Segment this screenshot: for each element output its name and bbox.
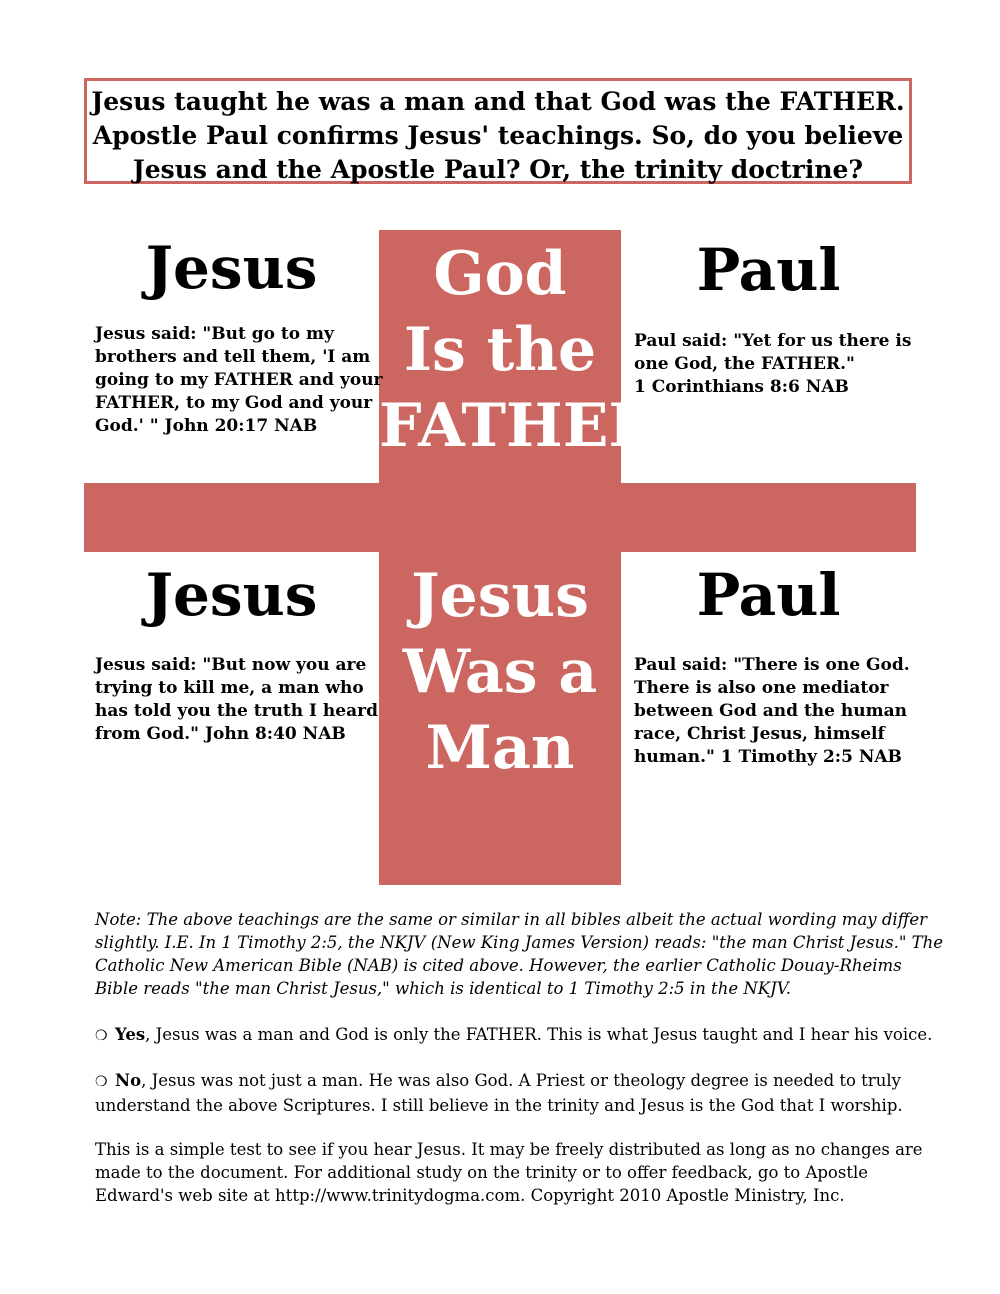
footer-line: made to the document. For additional study on the trinity or to offer feedback, go to Apostle: [95, 1163, 869, 1182]
note-line: Bible reads "the man Christ Jesus," which is identical to 1 Timothy 2:5 in the NKJV.: [95, 979, 791, 998]
cross-top-line: Is the: [403, 315, 597, 385]
footer-line: This is a simple test to see if you hear Jesus. It may be freely distributed as long as no changes are: [95, 1140, 923, 1159]
option-no-label: No: [115, 1071, 142, 1090]
quote-jesus-john-20-17: [95, 323, 383, 438]
heading-paul-top: Paul: [696, 236, 841, 304]
cross-top-line: God: [433, 239, 567, 309]
radio-circle-icon[interactable]: ❍: [95, 1074, 108, 1090]
quote-jesus-john-8-40: [95, 654, 378, 746]
quote-line: Jesus said: "But now you are: [95, 655, 367, 675]
header-line: Apostle Paul confirms Jesus' teachings. So, do you believe: [92, 121, 904, 150]
heading-paul-bottom: Paul: [696, 561, 841, 629]
option-yes[interactable]: [95, 1023, 932, 1048]
heading-jesus-top: Jesus: [145, 234, 318, 302]
quote-line: race, Christ Jesus, himself: [634, 724, 885, 744]
quote-line: Jesus said: "But go to my: [95, 324, 334, 344]
cross-bottom-line: Was a: [402, 637, 598, 707]
header-box: [84, 78, 912, 184]
quote-paul-1-corinthians-8-6: [634, 330, 911, 399]
quote-line: one God, the FATHER.": [634, 354, 855, 374]
cross-horizontal-bar: [84, 483, 916, 552]
note-paragraph: [95, 908, 943, 1000]
note-line: slightly. I.E. In 1 Timothy 2:5, the NKJV (New King James Version) reads: "the man Christ Jesus." The: [95, 933, 944, 952]
option-yes-text: , Jesus was a man and God is only the FATHER. This is what Jesus taught and I hear his voice.: [145, 1025, 933, 1044]
cross-top-line: FATHER: [379, 391, 659, 461]
cross-bottom-text: [379, 558, 621, 786]
quote-line: God.' " John 20:17 NAB: [95, 416, 318, 436]
header-line: Jesus taught he was a man and that God was the FATHER.: [91, 87, 905, 116]
quote-line: from God." John 8:40 NAB: [95, 724, 346, 744]
option-no-text-continued: understand the above Scriptures. I still believe in the trinity and Jesus is the God that I worship.: [95, 1096, 903, 1115]
cross-bottom-line: Man: [425, 713, 575, 783]
cross-top-text: [379, 236, 659, 464]
quote-line: human." 1 Timothy 2:5 NAB: [634, 747, 902, 767]
quote-line: FATHER, to my God and your: [95, 393, 373, 413]
radio-circle-icon[interactable]: ❍: [95, 1028, 108, 1044]
footer-line: Edward's web site at http://www.trinitydogma.com. Copyright 2010 Apostle Ministry, Inc.: [95, 1186, 845, 1205]
quote-line: 1 Corinthians 8:6 NAB: [634, 377, 849, 397]
quote-line: trying to kill me, a man who: [95, 678, 364, 698]
quote-line: brothers and tell them, 'I am: [95, 347, 371, 367]
note-line: Catholic New American Bible (NAB) is cited above. However, the earlier Catholic Douay-Rheims: [95, 956, 902, 975]
quote-paul-1-timothy-2-5: [634, 654, 910, 769]
option-no-text: , Jesus was not just a man. He was also God. A Priest or theology degree is needed to truly: [141, 1071, 901, 1090]
footer-paragraph: [95, 1138, 923, 1207]
quote-line: Paul said: "There is one God.: [634, 655, 910, 675]
quote-line: has told you the truth I heard: [95, 701, 378, 721]
quote-line: going to my FATHER and your: [95, 370, 383, 390]
option-yes-label: Yes: [115, 1025, 146, 1044]
quote-line: between God and the human: [634, 701, 907, 721]
cross-bottom-line: Jesus: [411, 561, 589, 631]
heading-jesus-bottom: Jesus: [145, 561, 318, 629]
quote-line: There is also one mediator: [634, 678, 889, 698]
option-no[interactable]: [95, 1069, 903, 1117]
quote-line: Paul said: "Yet for us there is: [634, 331, 912, 351]
note-line: Note: The above teachings are the same or similar in all bibles albeit the actual wording may differ: [95, 910, 928, 929]
header-line: Jesus and the Apostle Paul? Or, the trinity doctrine?: [132, 155, 864, 184]
